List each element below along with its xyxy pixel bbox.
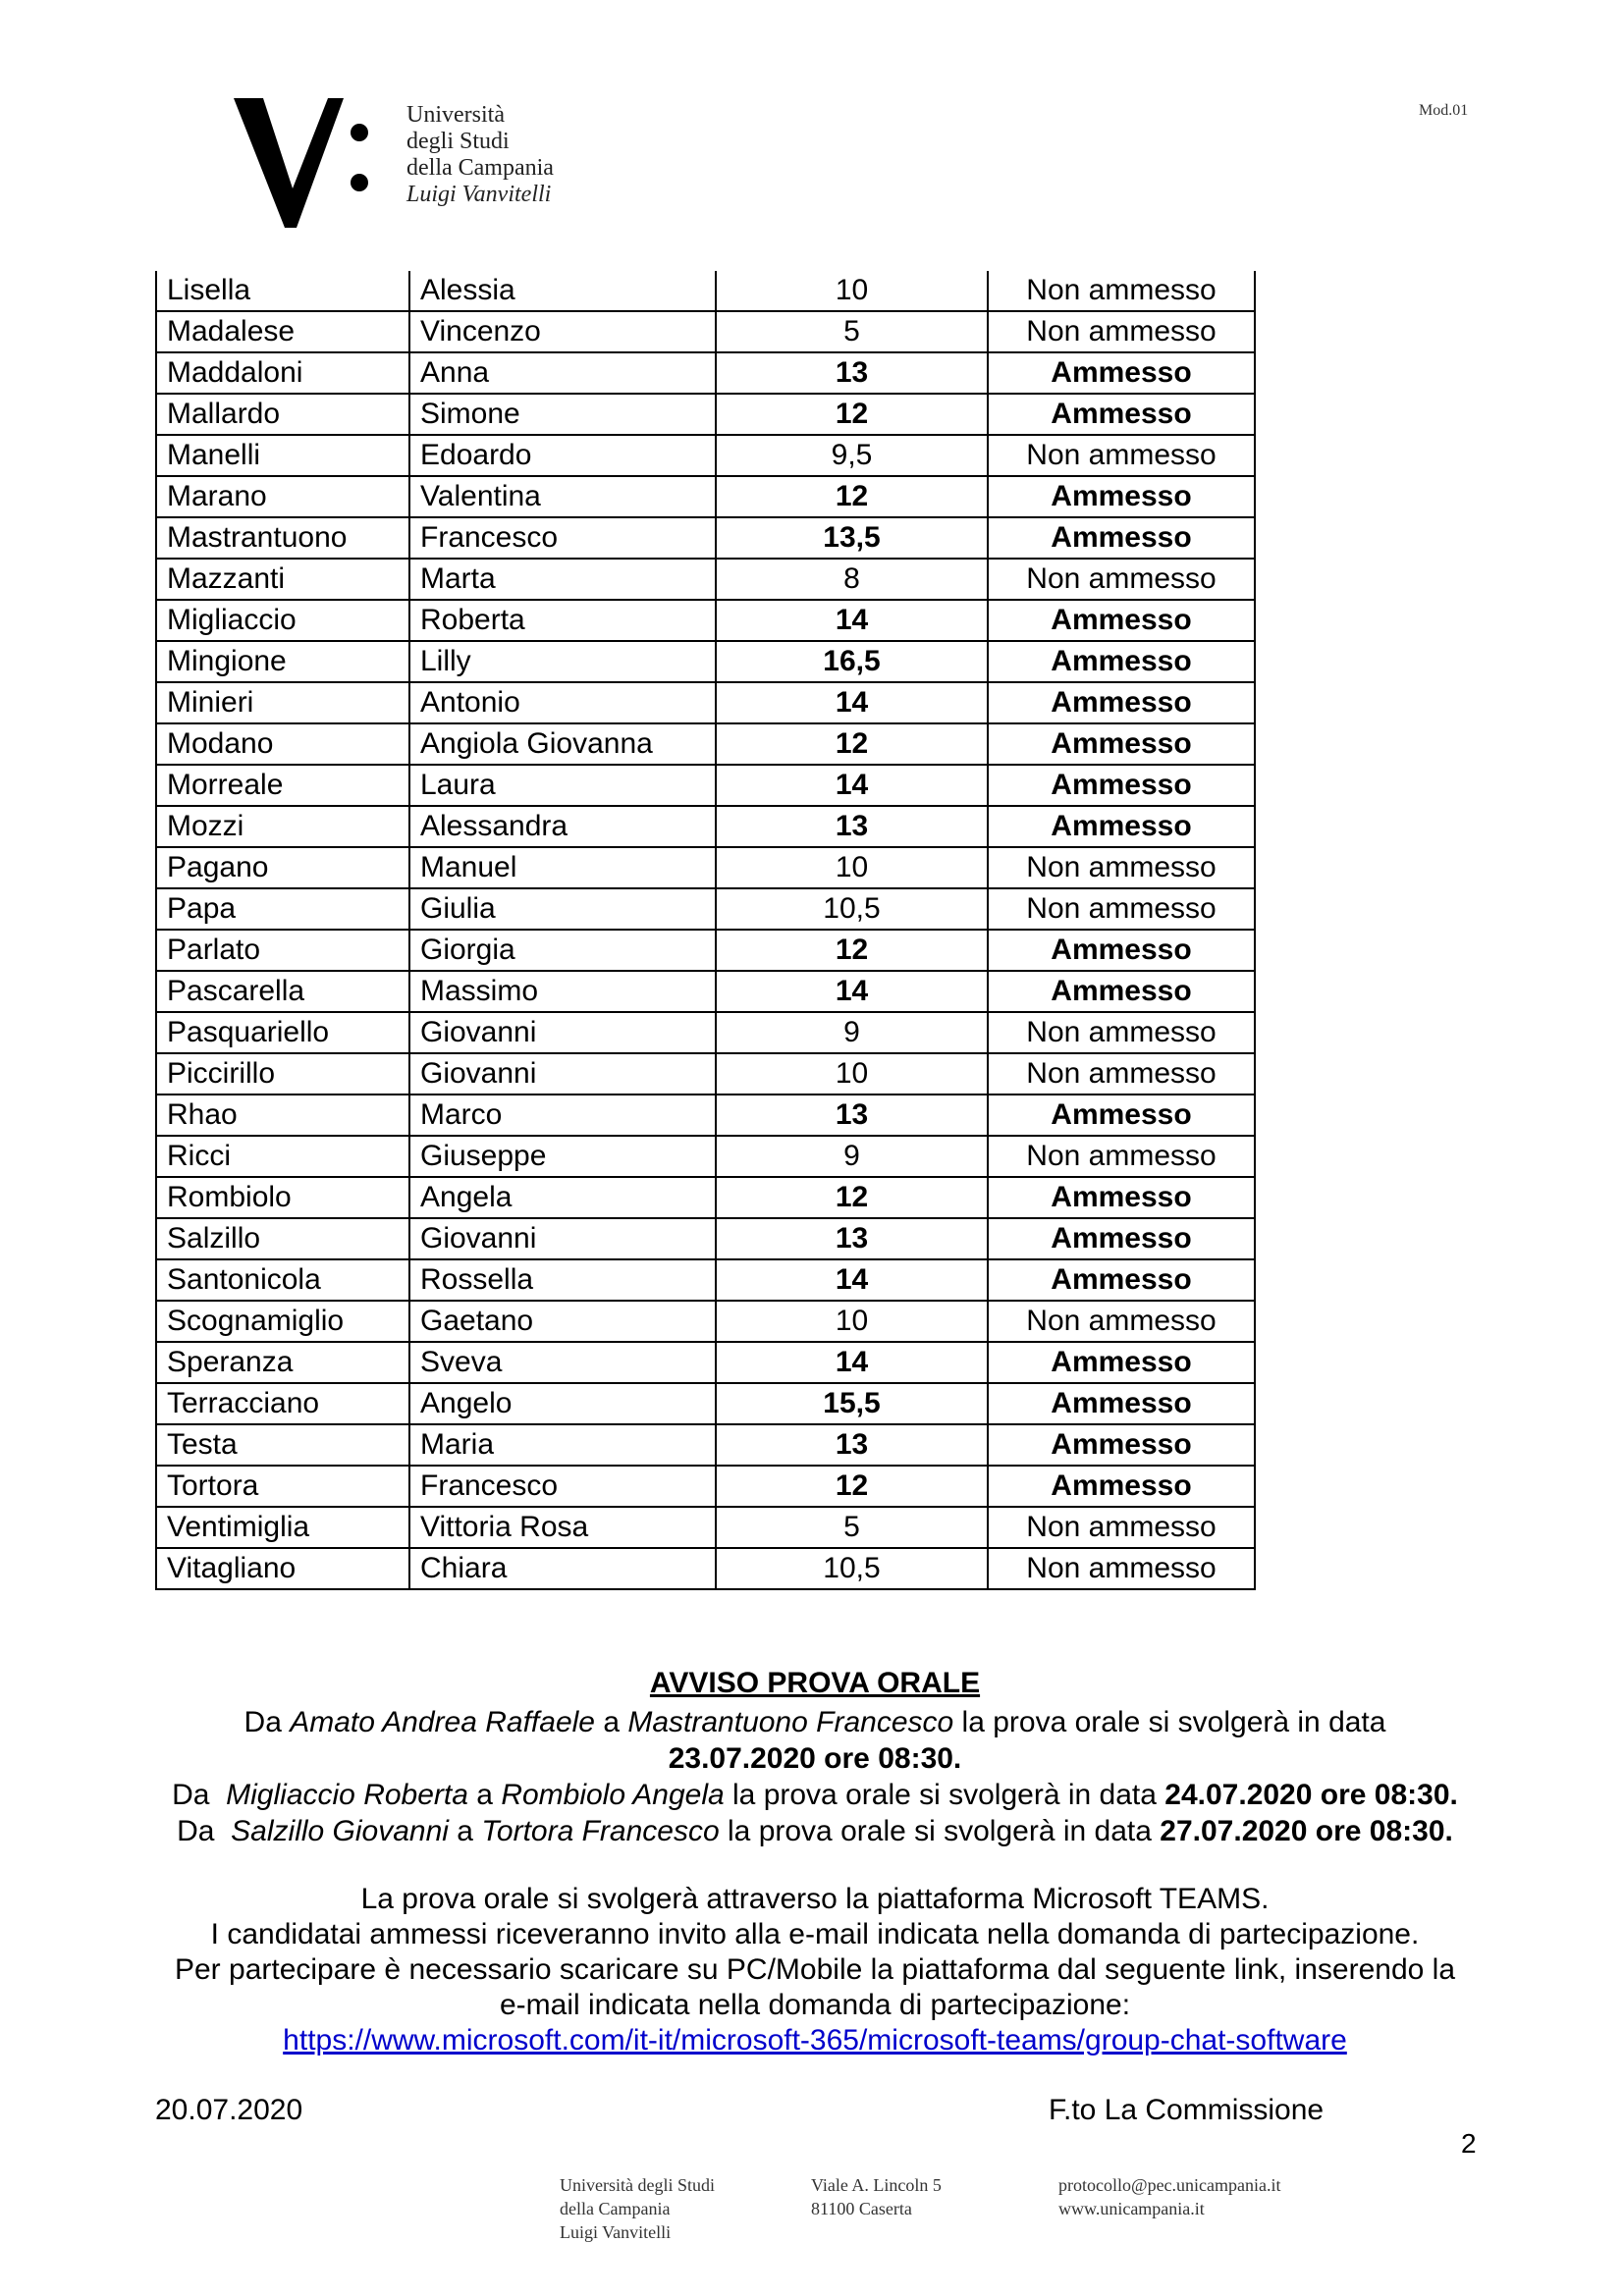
logo-line: Università: [406, 102, 505, 128]
notice-text: la prova orale si svolgerà in data: [732, 1779, 1157, 1811]
cell-first-name: Vittoria Rosa: [409, 1507, 716, 1548]
cell-score: 10,5: [716, 1548, 988, 1589]
cell-last-name: Pagano: [156, 847, 409, 888]
cell-result: Ammesso: [988, 641, 1255, 682]
cell-last-name: Pasquariello: [156, 1012, 409, 1053]
cell-result: Ammesso: [988, 394, 1255, 435]
footer-line[interactable]: protocollo@pec.unicampania.it: [1058, 2175, 1281, 2195]
notice-text: a: [603, 1706, 621, 1738]
cell-result: Non ammesso: [988, 311, 1255, 352]
cell-first-name: Sveva: [409, 1342, 716, 1383]
notice-from: Salzillo Giovanni: [231, 1815, 449, 1847]
cell-last-name: Speranza: [156, 1342, 409, 1383]
cell-result: Ammesso: [988, 600, 1255, 641]
table-row: [156, 1466, 1255, 1507]
cell-result: Non ammesso: [988, 1548, 1255, 1589]
cell-score: 13: [716, 806, 988, 847]
cell-result: Ammesso: [988, 1342, 1255, 1383]
notice-line-2: [137, 1777, 1492, 1813]
cell-score: 13,5: [716, 517, 988, 559]
notice-text: Da: [172, 1779, 210, 1811]
cell-last-name: Piccirillo: [156, 1053, 409, 1095]
cell-score: 14: [716, 600, 988, 641]
footer-contacts: [1058, 2173, 1281, 2220]
cell-last-name: Rombiolo: [156, 1177, 409, 1218]
cell-result: Ammesso: [988, 1095, 1255, 1136]
table-row: [156, 352, 1255, 394]
cell-first-name: Chiara: [409, 1548, 716, 1589]
cell-result: Non ammesso: [988, 1507, 1255, 1548]
cell-first-name: Angelo: [409, 1383, 716, 1424]
table-row: [156, 971, 1255, 1012]
notice-text: a: [457, 1815, 473, 1847]
cell-score: 9: [716, 1136, 988, 1177]
cell-first-name: Massimo: [409, 971, 716, 1012]
cell-score: 10: [716, 271, 988, 311]
cell-score: 10,5: [716, 888, 988, 930]
notice-from: Migliaccio Roberta: [226, 1779, 468, 1811]
table-row: [156, 394, 1255, 435]
cell-result: Ammesso: [988, 971, 1255, 1012]
cell-first-name: Simone: [409, 394, 716, 435]
cell-score: 10: [716, 1053, 988, 1095]
notice-text: la prova orale si svolgerà in data: [728, 1815, 1152, 1847]
cell-result: Ammesso: [988, 765, 1255, 806]
cell-last-name: Marano: [156, 476, 409, 517]
table-row: [156, 1218, 1255, 1259]
table-row: [156, 1095, 1255, 1136]
table-row: [156, 1136, 1255, 1177]
footer-line: della Campania: [560, 2199, 671, 2218]
notice-date: 24.07.2020 ore 08:30.: [1164, 1779, 1458, 1811]
cell-result: Ammesso: [988, 1259, 1255, 1301]
cell-score: 12: [716, 723, 988, 765]
cell-score: 13: [716, 1095, 988, 1136]
table-row: [156, 1383, 1255, 1424]
notice-text: la prova orale si svolgerà in data: [961, 1706, 1386, 1738]
notice-from: Amato Andrea Raffaele: [290, 1706, 595, 1738]
cell-score: 9: [716, 1012, 988, 1053]
cell-first-name: Rossella: [409, 1259, 716, 1301]
cell-score: 12: [716, 394, 988, 435]
footer-line: Università degli Studi: [560, 2175, 715, 2195]
cell-result: Ammesso: [988, 1177, 1255, 1218]
cell-result: Ammesso: [988, 517, 1255, 559]
university-logo: [234, 98, 587, 236]
cell-last-name: Modano: [156, 723, 409, 765]
cell-score: 12: [716, 476, 988, 517]
cell-first-name: Gaetano: [409, 1301, 716, 1342]
footer-university: [560, 2173, 715, 2244]
cell-last-name: Mozzi: [156, 806, 409, 847]
info-line: Per partecipare è necessario scaricare su PC/Mobile la piattaforma dal seguente link, inserendo la: [174, 1953, 1456, 1986]
table-row: [156, 847, 1255, 888]
table-row: [156, 682, 1255, 723]
cell-result: Ammesso: [988, 1218, 1255, 1259]
cell-result: Non ammesso: [988, 1301, 1255, 1342]
info-line: e-mail indicata nella domanda di partecipazione:: [499, 1989, 1131, 2021]
cell-score: 13: [716, 352, 988, 394]
cell-first-name: Anna: [409, 352, 716, 394]
notice-date: 23.07.2020 ore 08:30.: [668, 1742, 962, 1775]
table-row: [156, 271, 1255, 311]
footer-address: [811, 2173, 942, 2220]
cell-score: 15,5: [716, 1383, 988, 1424]
cell-last-name: Mingione: [156, 641, 409, 682]
table-row: [156, 723, 1255, 765]
cell-first-name: Francesco: [409, 517, 716, 559]
table-row: [156, 1053, 1255, 1095]
logo-line: Luigi Vanvitelli: [406, 182, 552, 207]
cell-last-name: Terracciano: [156, 1383, 409, 1424]
table-row: [156, 476, 1255, 517]
cell-result: Ammesso: [988, 1424, 1255, 1466]
table-row: [156, 517, 1255, 559]
cell-first-name: Giovanni: [409, 1218, 716, 1259]
cell-result: Non ammesso: [988, 435, 1255, 476]
cell-score: 13: [716, 1424, 988, 1466]
cell-last-name: Scognamiglio: [156, 1301, 409, 1342]
cell-first-name: Marco: [409, 1095, 716, 1136]
cell-last-name: Salzillo: [156, 1218, 409, 1259]
notice-line-3: [137, 1813, 1492, 1849]
cell-first-name: Marta: [409, 559, 716, 600]
cell-result: Ammesso: [988, 930, 1255, 971]
cell-first-name: Lilly: [409, 641, 716, 682]
cell-result: Non ammesso: [988, 847, 1255, 888]
notice-text: Da: [177, 1815, 215, 1847]
cell-score: 10: [716, 847, 988, 888]
cell-score: 10: [716, 1301, 988, 1342]
notice-date: 27.07.2020 ore 08:30.: [1160, 1815, 1453, 1847]
cell-first-name: Manuel: [409, 847, 716, 888]
footer-line: Viale A. Lincoln 5: [811, 2175, 942, 2195]
cell-last-name: Vitagliano: [156, 1548, 409, 1589]
table-row: [156, 1177, 1255, 1218]
cell-result: Non ammesso: [988, 1136, 1255, 1177]
cell-first-name: Maria: [409, 1424, 716, 1466]
cell-last-name: Ventimiglia: [156, 1507, 409, 1548]
cell-first-name: Vincenzo: [409, 311, 716, 352]
cell-first-name: Giuseppe: [409, 1136, 716, 1177]
cell-score: 8: [716, 559, 988, 600]
results-table: [155, 271, 1256, 1590]
table-row: [156, 1012, 1255, 1053]
logo-line: degli Studi: [406, 129, 510, 154]
notice-body: [137, 1704, 1492, 1849]
cell-first-name: Giulia: [409, 888, 716, 930]
module-code: Mod.01: [1419, 102, 1469, 119]
cell-result: Non ammesso: [988, 271, 1255, 311]
cell-score: 9,5: [716, 435, 988, 476]
cell-score: 14: [716, 1342, 988, 1383]
cell-last-name: Papa: [156, 888, 409, 930]
table-row: [156, 1301, 1255, 1342]
cell-last-name: Mallardo: [156, 394, 409, 435]
cell-first-name: Valentina: [409, 476, 716, 517]
commission-signature: F.to La Commissione: [1049, 2094, 1325, 2126]
table-row: [156, 765, 1255, 806]
cell-last-name: Santonicola: [156, 1259, 409, 1301]
table-row: [156, 435, 1255, 476]
cell-last-name: Manelli: [156, 435, 409, 476]
cell-score: 16,5: [716, 641, 988, 682]
cell-first-name: Alessia: [409, 271, 716, 311]
page-number: 2: [1461, 2128, 1477, 2159]
table-row: [156, 1342, 1255, 1383]
cell-last-name: Tortora: [156, 1466, 409, 1507]
cell-result: Ammesso: [988, 1466, 1255, 1507]
table-row: [156, 559, 1255, 600]
cell-result: Ammesso: [988, 682, 1255, 723]
table-row: [156, 1507, 1255, 1548]
cell-result: Ammesso: [988, 806, 1255, 847]
notice-text: Da: [243, 1706, 282, 1738]
cell-score: 5: [716, 311, 988, 352]
cell-score: 12: [716, 930, 988, 971]
cell-last-name: Testa: [156, 1424, 409, 1466]
cell-first-name: Angela: [409, 1177, 716, 1218]
cell-first-name: Antonio: [409, 682, 716, 723]
table-row: [156, 1259, 1255, 1301]
logo-text: [406, 102, 554, 208]
notice-text: a: [476, 1779, 493, 1811]
table-row: [156, 600, 1255, 641]
cell-first-name: Giorgia: [409, 930, 716, 971]
cell-first-name: Francesco: [409, 1466, 716, 1507]
cell-first-name: Roberta: [409, 600, 716, 641]
table-row: [156, 641, 1255, 682]
cell-result: Non ammesso: [988, 1012, 1255, 1053]
cell-result: Ammesso: [988, 476, 1255, 517]
cell-last-name: Mazzanti: [156, 559, 409, 600]
cell-last-name: Rhao: [156, 1095, 409, 1136]
vanvitelli-logo-icon: [234, 98, 391, 231]
cell-last-name: Pascarella: [156, 971, 409, 1012]
notice-to: Tortora Francesco: [481, 1815, 720, 1847]
cell-score: 12: [716, 1177, 988, 1218]
cell-result: Ammesso: [988, 723, 1255, 765]
cell-result: Non ammesso: [988, 888, 1255, 930]
table-row: [156, 1424, 1255, 1466]
cell-last-name: Morreale: [156, 765, 409, 806]
table-row: [156, 806, 1255, 847]
notice-to: Mastrantuono Francesco: [627, 1706, 954, 1738]
table-row: [156, 1548, 1255, 1589]
table-row: [156, 930, 1255, 971]
info-line: I candidatai ammessi riceveranno invito alla e-mail indicata nella domanda di partecipazione.: [210, 1918, 1420, 1950]
cell-result: Non ammesso: [988, 1053, 1255, 1095]
cell-first-name: Laura: [409, 765, 716, 806]
cell-last-name: Madalese: [156, 311, 409, 352]
cell-result: Ammesso: [988, 352, 1255, 394]
cell-score: 5: [716, 1507, 988, 1548]
cell-score: 12: [716, 1466, 988, 1507]
info-line: La prova orale si svolgerà attraverso la piattaforma Microsoft TEAMS.: [360, 1883, 1270, 1915]
notice-to: Rombiolo Angela: [501, 1779, 725, 1811]
logo-line: della Campania: [406, 155, 554, 181]
table-row: [156, 311, 1255, 352]
footer-line: 81100 Caserta: [811, 2199, 912, 2218]
cell-first-name: Angiola Giovanna: [409, 723, 716, 765]
cell-last-name: Minieri: [156, 682, 409, 723]
document-date: 20.07.2020: [155, 2094, 303, 2126]
footer-line[interactable]: www.unicampania.it: [1058, 2199, 1205, 2218]
cell-last-name: Migliaccio: [156, 600, 409, 641]
cell-first-name: Edoardo: [409, 435, 716, 476]
notice-line-1: [137, 1704, 1492, 1777]
cell-last-name: Lisella: [156, 271, 409, 311]
teams-info: [137, 1882, 1492, 2058]
cell-last-name: Parlato: [156, 930, 409, 971]
cell-result: Non ammesso: [988, 559, 1255, 600]
table-row: [156, 888, 1255, 930]
cell-first-name: Giovanni: [409, 1012, 716, 1053]
cell-last-name: Ricci: [156, 1136, 409, 1177]
cell-first-name: Giovanni: [409, 1053, 716, 1095]
cell-score: 13: [716, 1218, 988, 1259]
cell-score: 14: [716, 971, 988, 1012]
footer-line: Luigi Vanvitelli: [560, 2222, 672, 2242]
cell-result: Ammesso: [988, 1383, 1255, 1424]
teams-download-link[interactable]: https://www.microsoft.com/it-it/microsoft-365/microsoft-teams/group-chat-software: [283, 2024, 1347, 2056]
cell-last-name: Maddaloni: [156, 352, 409, 394]
cell-last-name: Mastrantuono: [156, 517, 409, 559]
cell-score: 14: [716, 765, 988, 806]
cell-score: 14: [716, 1259, 988, 1301]
notice-title: AVVISO PROVA ORALE: [649, 1667, 981, 1699]
cell-score: 14: [716, 682, 988, 723]
cell-first-name: Alessandra: [409, 806, 716, 847]
